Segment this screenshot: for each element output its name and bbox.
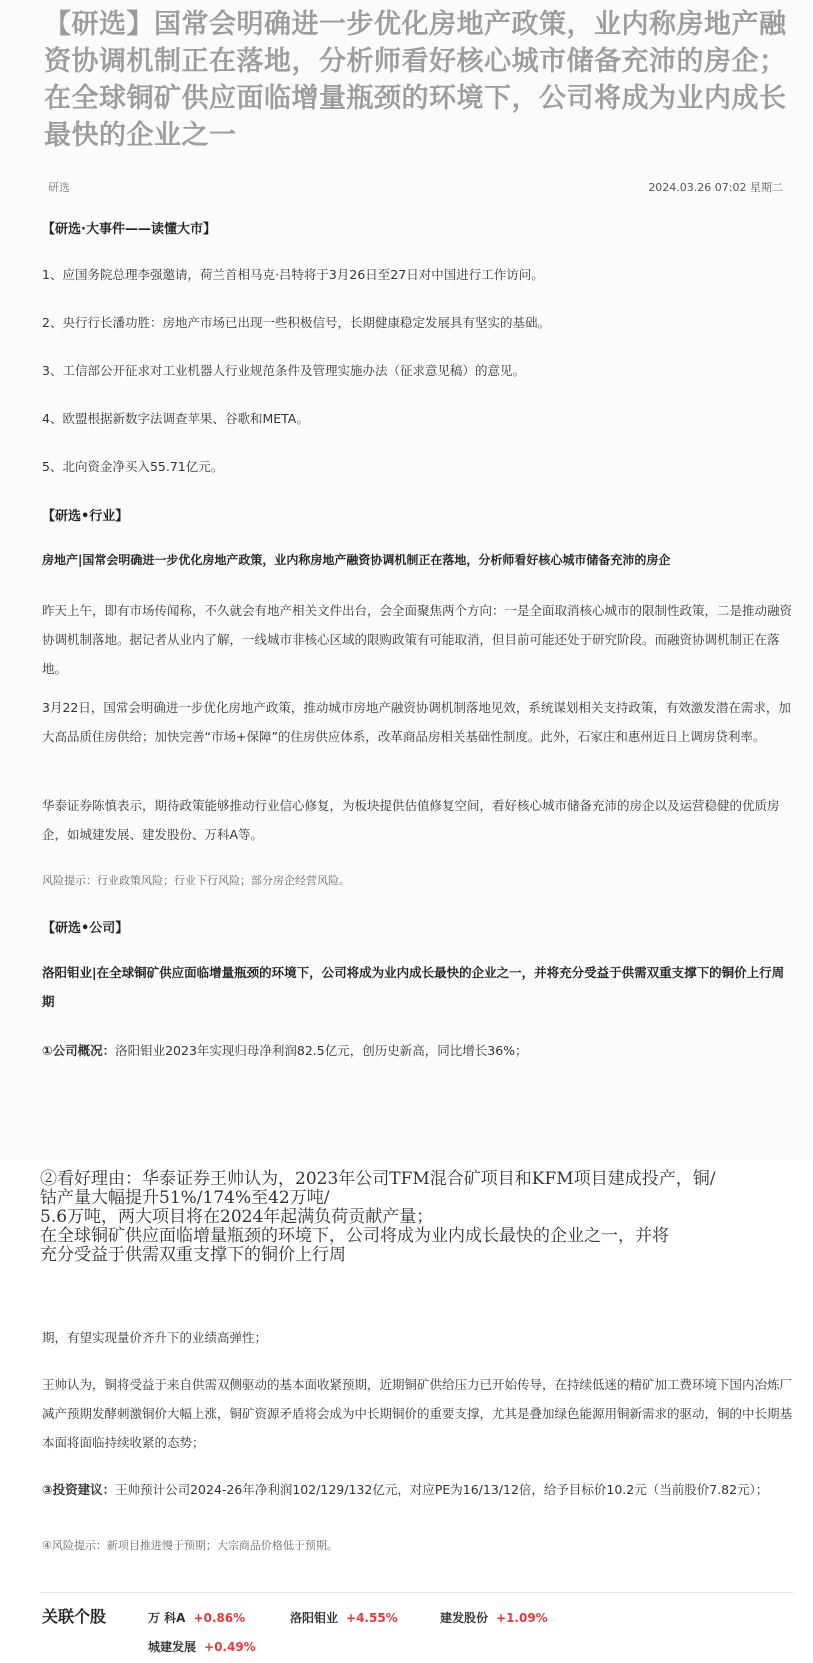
event-item-2: 2、央行行长潘功胜：房地产市场已出现一些积极信号，长期健康稳定发展具有坚实的基础。 [42, 315, 550, 330]
stock-chip-luoyang-molybdenum[interactable] [290, 1609, 398, 1626]
stock-change: +0.49% [204, 1640, 256, 1654]
advice-label: ③投资建议： [42, 1482, 116, 1497]
reason-line-2: 钴产量大幅提升51%/174%至42万吨/ [40, 1188, 330, 1208]
divider [40, 1592, 793, 1593]
company-overview [42, 1036, 528, 1065]
investment-advice [42, 1475, 794, 1504]
industry-paragraph-1: 昨天上午，即有市场传闻称，不久就会有地产相关文件出台，会全面聚焦两个方向：一是全面取消核心城市的限制性政策，二是推动融资协调机制落地。据记者从业内了解，一线城市非核心区域的限购政策有可能取消，但目前可能还处于研究阶段。而融资协调机制正在落地。 [42, 603, 793, 676]
article-datetime: 2024.03.26 07:02 星期二 [648, 181, 783, 194]
reason-line-1: ②看好理由：华泰证券王帅认为，2023年公司TFM混合矿项目和KFM项目建成投产，铜/ [40, 1169, 716, 1189]
stock-name: 城建发展 [148, 1640, 197, 1654]
reason-continuation: 期，有望实现量价齐升下的业绩高弹性； [42, 1330, 268, 1345]
reason-line-3: 5.6万吨，两大项目将在2024年起满负荷贡献产量； [40, 1207, 434, 1227]
stock-change: +4.55% [346, 1611, 398, 1625]
article-title: 【研选】国常会明确进一步优化房地产政策，业内称房地产融资协调机制正在落地，分析师看好核心城市储备充沛的房企；在全球铜矿供应面临增量瓶颈的环境下，公司将成为业内成长最快的企业之一 [44, 9, 787, 151]
related-stocks-heading: 关联个股 [42, 1607, 107, 1626]
stock-name: 万 科A [148, 1611, 186, 1625]
article-source[interactable]: 研选 [48, 181, 70, 194]
events-heading: 【研选·大事件——读懂大市】 [42, 222, 216, 237]
stock-chip-jianfa[interactable] [440, 1609, 548, 1626]
event-item-3: 3、工信部公开征求对工业机器人行业规范条件及管理实施办法（征求意见稿）的意见。 [42, 363, 525, 378]
company-heading: 【研选•公司】 [42, 921, 129, 936]
reason-line-5: 充分受益于供需双重支撑下的铜价上行周 [40, 1245, 346, 1265]
industry-paragraph-2: 3月22日，国常会明确进一步优化房地产政策，推动城市房地产融资协调机制落地见效，系统谋划相关支持政策，有效激发潜在需求，加大高品质住房供给；加快完善“市场+保障”的住房供应体系，改革商品房相关基础性制度。此外，石家庄和惠州近日上调房贷利率。 [42, 700, 791, 744]
advice-text: 王帅预计公司2024-26年净利润102/129/132亿元，对应PE为16/13/12倍，给予目标价10.2元（当前股价7.82元）； [115, 1482, 769, 1497]
industry-risk-note: 风险提示：行业政策风险；行业下行风险；部分房企经营风险。 [42, 874, 350, 887]
overview-label: ①公司概况： [42, 1043, 116, 1058]
company-risk-note: ④风险提示：新项目推进慢于预期；大宗商品价格低于预期。 [42, 1539, 338, 1552]
stock-change: +1.09% [496, 1611, 548, 1625]
overview-text: 洛阳钼业2023年实现归母净利润82.5亿元，创历史新高，同比增长36%； [115, 1043, 528, 1058]
event-item-1: 1、应国务院总理李强邀请，荷兰首相马克·吕特将于3月26日至27日对中国进行工作访问。 [42, 267, 544, 282]
stock-change: +0.86% [193, 1611, 246, 1625]
event-item-4: 4、欧盟根据新数字法调查苹果、谷歌和META。 [42, 411, 309, 426]
stock-chip-chengjian[interactable] [148, 1638, 256, 1655]
company-headline: 洛阳钼业|在全球铜矿供应面临增量瓶颈的环境下，公司将成为业内成长最快的企业之一，并将充分受益于供需双重支撑下的铜价上行周期 [42, 965, 785, 1009]
stock-name: 建发股份 [440, 1611, 489, 1625]
event-item-5: 5、北向资金净买入55.71亿元。 [42, 459, 224, 474]
industry-heading: 【研选•行业】 [42, 509, 129, 524]
company-analysis: 王帅认为，铜将受益于来自供需双侧驱动的基本面收紧预期，近期铜矿供给压力已开始传导，在持续低迷的精矿加工费环境下国内冶炼厂减产预期发酵刺激铜价大幅上涨，铜矿资源矛盾将会成为中长期铜价的重要支撑，尤其是叠加绿色能源用铜新需求的驱动，铜的中长期基本面将面临持续收紧的态势； [42, 1377, 793, 1450]
industry-paragraph-3: 华泰证券陈慎表示，期待政策能够推动行业信心修复，为板块提供估值修复空间，看好核心城市储备充沛的房企以及运营稳健的优质房企，如城建发展、建发股份、万科A等。 [42, 798, 780, 842]
reason-line-4: 在全球铜矿供应面临增量瓶颈的环境下，公司将成为业内成长最快的企业之一，并将 [40, 1226, 669, 1246]
stock-name: 洛阳钼业 [290, 1611, 339, 1625]
industry-headline: 房地产|国常会明确进一步优化房地产政策，业内称房地产融资协调机制正在落地，分析师看好核心城市储备充沛的房企 [42, 553, 671, 567]
stock-chip-vanke[interactable] [148, 1609, 245, 1626]
